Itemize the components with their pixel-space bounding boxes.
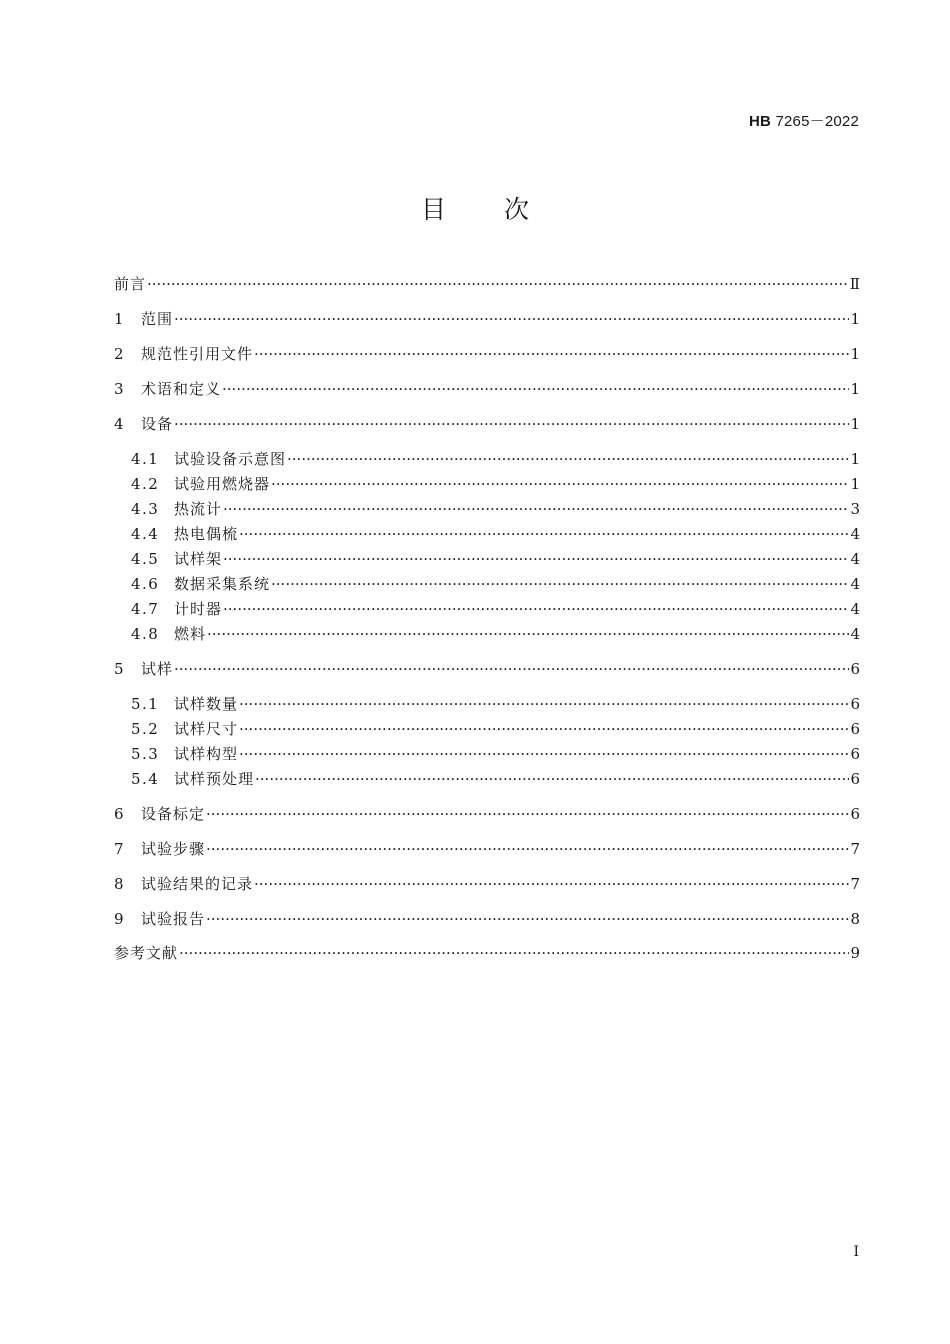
toc-entry-number: 6 — [114, 805, 124, 823]
toc-entry-label: 试样数量 — [174, 695, 239, 713]
toc-entry-number: 4.2 — [131, 475, 160, 493]
toc-entry-label: 数据采集系统 — [174, 575, 271, 593]
toc-entry-label: 试样架 — [174, 550, 223, 568]
toc-entry-page: 4 — [850, 625, 860, 643]
toc-entry-number: 1 — [114, 310, 124, 328]
toc-entry-label: 试样 — [141, 660, 174, 678]
dot-leader — [239, 743, 849, 765]
toc-entry[interactable] — [131, 548, 860, 570]
toc-entry-page: 7 — [850, 840, 860, 858]
toc-entry[interactable] — [131, 573, 860, 595]
toc-entry[interactable] — [131, 498, 860, 520]
toc-title — [0, 190, 950, 226]
toc-entry[interactable] — [131, 473, 860, 495]
toc-entry[interactable] — [131, 693, 860, 715]
document-code-prefix: HB — [749, 113, 772, 130]
toc-entry-label: 燃料 — [174, 625, 207, 643]
toc-entry-page: 7 — [850, 875, 860, 893]
toc-entry[interactable] — [114, 378, 860, 400]
dot-leader — [271, 473, 849, 495]
toc-entry-page: 1 — [850, 310, 860, 328]
toc-entry[interactable] — [131, 623, 860, 645]
toc-entry[interactable] — [131, 598, 860, 620]
toc-entry-label: 计时器 — [174, 600, 223, 618]
toc-entry[interactable] — [114, 308, 860, 330]
toc-entry-label: 试样尺寸 — [174, 720, 239, 738]
toc-entry-page: 6 — [850, 770, 860, 788]
toc-entry-page: 1 — [850, 380, 860, 398]
dot-leader — [174, 308, 849, 330]
toc-entry-number: 9 — [114, 910, 124, 928]
toc-entry-number: 7 — [114, 840, 124, 858]
toc-entry[interactable] — [114, 658, 860, 680]
toc-title-part2: 次 — [504, 195, 530, 224]
toc-entry[interactable] — [131, 768, 860, 790]
dot-leader — [287, 448, 849, 470]
toc-entry-page: 4 — [850, 525, 860, 543]
toc-entry-page: Ⅱ — [849, 275, 860, 293]
toc-entry-number: 5.2 — [131, 720, 160, 738]
toc-entry-label: 前言 — [114, 275, 147, 293]
dot-leader — [239, 523, 849, 545]
toc-entry-number: 4.3 — [131, 500, 160, 518]
toc-entry-page: 6 — [850, 720, 860, 738]
toc-entry-label: 试验结果的记录 — [141, 875, 254, 893]
dot-leader — [206, 803, 849, 825]
toc-entry-number: 5 — [114, 660, 124, 678]
page-number: I — [853, 1244, 859, 1260]
toc-entry-label: 热流计 — [174, 500, 223, 518]
toc-entry-page: 6 — [850, 695, 860, 713]
toc-entry-label: 规范性引用文件 — [141, 345, 254, 363]
toc-entry-page: 1 — [850, 345, 860, 363]
toc-entry-label: 试样预处理 — [174, 770, 255, 788]
dot-leader — [174, 658, 849, 680]
toc-entry-number: 4.6 — [131, 575, 160, 593]
toc-entry-number: 4 — [114, 415, 124, 433]
toc-entry[interactable] — [114, 343, 860, 365]
toc-entry-label: 术语和定义 — [141, 380, 222, 398]
toc-entry-number: 4.1 — [131, 450, 160, 468]
document-code — [749, 110, 859, 131]
toc-entry[interactable] — [131, 448, 860, 470]
dot-leader — [223, 548, 849, 570]
toc-entry-number: 5.3 — [131, 745, 160, 763]
toc-entry-number: 3 — [114, 380, 124, 398]
toc-entry-page: 1 — [850, 415, 860, 433]
toc-entry-number: 4.4 — [131, 525, 160, 543]
toc-title-part1: 目 — [420, 195, 446, 224]
toc-entry-page: 1 — [850, 450, 860, 468]
toc-entry[interactable] — [114, 873, 860, 895]
toc-entry[interactable] — [131, 718, 860, 740]
dot-leader — [271, 573, 849, 595]
toc-entry-number: 5.1 — [131, 695, 160, 713]
toc-entry-page: 9 — [850, 944, 860, 962]
toc-entry[interactable] — [114, 942, 860, 964]
toc-entry-number: 8 — [114, 875, 124, 893]
toc-entry-label: 设备标定 — [141, 805, 206, 823]
dot-leader — [239, 718, 849, 740]
toc-entry-page: 6 — [850, 660, 860, 678]
toc-entry-page: 4 — [850, 550, 860, 568]
toc-entry-label: 参考文献 — [114, 944, 179, 962]
dot-leader — [207, 623, 849, 645]
dot-leader — [223, 598, 849, 620]
toc-entry-label: 试验报告 — [141, 910, 206, 928]
dot-leader — [222, 378, 849, 400]
toc-entry-number: 2 — [114, 345, 124, 363]
toc-entry-page: 6 — [850, 805, 860, 823]
toc-entry-number: 4.5 — [131, 550, 160, 568]
toc-entry-page: 4 — [850, 600, 860, 618]
toc-entry[interactable] — [131, 523, 860, 545]
toc-entry[interactable] — [114, 803, 860, 825]
toc-entry-number: 4.7 — [131, 600, 160, 618]
dot-leader — [223, 498, 849, 520]
toc-entry-page: 3 — [850, 500, 860, 518]
toc-entry[interactable] — [114, 908, 860, 930]
dot-leader — [254, 343, 849, 365]
dot-leader — [179, 942, 849, 964]
toc-entry-number: 5.4 — [131, 770, 160, 788]
dot-leader — [174, 413, 849, 435]
toc-entry-label: 试样构型 — [174, 745, 239, 763]
toc-entry-number: 4.8 — [131, 625, 160, 643]
document-code-number: 7265－2022 — [775, 113, 859, 130]
toc-entry[interactable] — [131, 743, 860, 765]
toc-entry-page: 1 — [850, 475, 860, 493]
toc-entry[interactable] — [114, 413, 860, 435]
toc-entry[interactable] — [114, 273, 860, 295]
toc-entry-label: 范围 — [141, 310, 174, 328]
toc-entry[interactable] — [114, 838, 860, 860]
toc-entry-label: 设备 — [141, 415, 174, 433]
toc-entry-page: 6 — [850, 745, 860, 763]
dot-leader — [255, 768, 849, 790]
dot-leader — [239, 693, 849, 715]
dot-leader — [147, 273, 849, 295]
toc-entry-label: 热电偶梳 — [174, 525, 239, 543]
toc-entry-page: 8 — [850, 910, 860, 928]
toc-entry-page: 4 — [850, 575, 860, 593]
dot-leader — [254, 873, 849, 895]
toc-entry-label: 试验步骤 — [141, 840, 206, 858]
dot-leader — [206, 838, 849, 860]
dot-leader — [206, 908, 849, 930]
toc-entry-label: 试验用燃烧器 — [174, 475, 271, 493]
toc-entry-label: 试验设备示意图 — [174, 450, 287, 468]
